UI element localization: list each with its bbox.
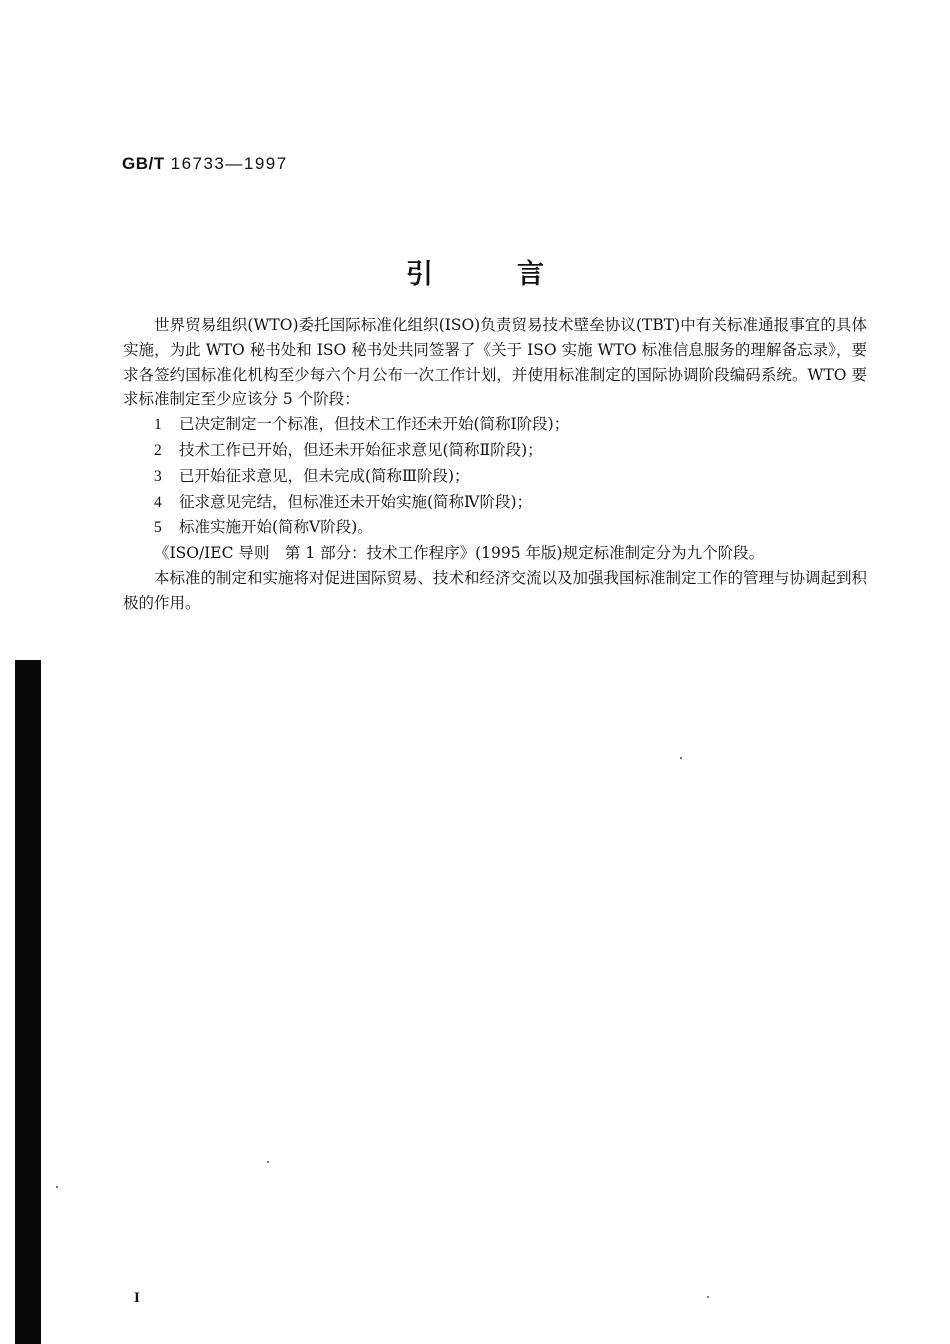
stage-text: 已决定制定一个标准，但技术工作还未开始(简称Ⅰ阶段)； bbox=[179, 415, 570, 434]
stage-item-3 bbox=[123, 464, 867, 490]
paragraph-intro: 世界贸易组织(WTO)委托国际标准化组织(ISO)负责贸易技术壁垒协议(TBT)中有关标准通报事宜的具体实施，为此 WTO 秘书处和 ISO 秘书处共同签署了《关于 ISO 实施 WTO 标准信息服务的理解备忘录》，要求各签约国标准化机构至少每六个月公布一次工作计划，并使用标准制定的国际协调阶段编码系统。WTO 要求标准制定至少应该分 5 个阶段： bbox=[123, 316, 867, 409]
heading-char-1: 引 bbox=[406, 259, 433, 290]
standard-number: 16733—1997 bbox=[170, 154, 288, 173]
scan-speck bbox=[707, 1296, 709, 1298]
stage-text: 标准实施开始(简称Ⅴ阶段)。 bbox=[179, 518, 373, 537]
standard-prefix: GB/T bbox=[122, 154, 165, 173]
body-text bbox=[123, 313, 867, 616]
stage-number: 4 bbox=[154, 493, 162, 511]
scan-edge-bar bbox=[15, 660, 41, 1344]
stage-item-5 bbox=[123, 515, 867, 541]
page-number: I bbox=[134, 1290, 140, 1306]
stage-item-4 bbox=[123, 490, 867, 516]
stage-text: 征求意见完结，但标准还未开始实施(简称Ⅳ阶段)； bbox=[179, 492, 533, 511]
scan-speck bbox=[680, 757, 682, 759]
stage-number: 2 bbox=[154, 441, 162, 459]
section-heading bbox=[0, 252, 950, 291]
heading-char-2: 言 bbox=[517, 259, 544, 290]
stage-text: 技术工作已开始，但还未开始征求意见(简称Ⅱ阶段)； bbox=[179, 440, 543, 459]
standard-code bbox=[122, 154, 288, 174]
paragraph-iso-guide: 《ISO/IEC 导则 第 1 部分：技术工作程序》(1995 年版)规定标准制定分为九个阶段。 bbox=[154, 544, 765, 563]
scan-speck bbox=[267, 1161, 269, 1163]
stage-number: 1 bbox=[154, 416, 162, 434]
stage-number: 5 bbox=[154, 519, 162, 537]
paragraph-conclusion: 本标准的制定和实施将对促进国际贸易、技术和经济交流以及加强我国标准制定工作的管理与协调起到积极的作用。 bbox=[123, 568, 868, 612]
stage-number: 3 bbox=[154, 467, 162, 485]
stage-text: 已开始征求意见，但未完成(简称Ⅲ阶段)； bbox=[179, 466, 470, 485]
stage-item-2 bbox=[123, 438, 867, 464]
stage-item-1 bbox=[123, 412, 867, 438]
scan-speck bbox=[56, 1186, 58, 1188]
